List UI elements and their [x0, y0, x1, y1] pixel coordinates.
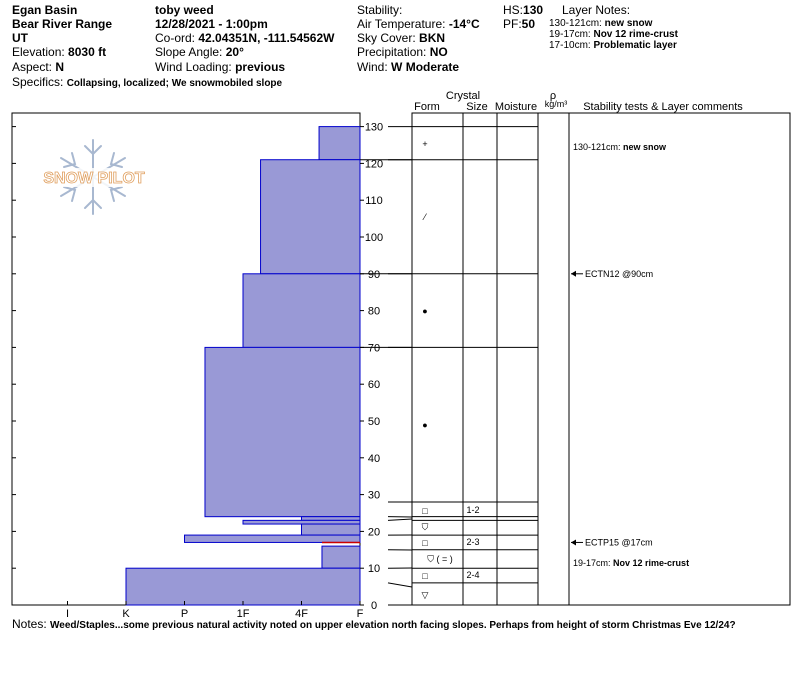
- crystal-header: Crystal: [445, 90, 481, 102]
- elevation-value: 8030 ft: [68, 45, 107, 59]
- notes-label: Notes:: [12, 617, 47, 631]
- height-tick-label: 130: [364, 121, 384, 134]
- comment-entry: [573, 558, 689, 568]
- aspect-value: N: [55, 60, 65, 74]
- height-tick-label: 80: [367, 305, 381, 318]
- crystal-form-symbol: ⛉: [421, 522, 429, 532]
- hardness-bar: [243, 520, 360, 524]
- crystal-form-symbol: ●: [422, 306, 428, 316]
- notes-field: [12, 617, 736, 632]
- layer-note-text: Problematic layer: [593, 40, 677, 51]
- coord-label: Co-ord:: [155, 31, 196, 45]
- specifics-value: Collapsing, localized; We snowmobiled slope: [66, 78, 283, 89]
- comment-entry: [573, 142, 667, 152]
- height-tick-label: 120: [364, 158, 384, 171]
- hardness-bar: [322, 546, 360, 568]
- layer-notes-title: Layer Notes:: [562, 3, 631, 17]
- crystal-form-symbol: □: [422, 571, 428, 581]
- layer-grid: [360, 127, 538, 605]
- height-tick-label: 0: [370, 600, 378, 612]
- range-name: Bear River Range: [12, 17, 113, 31]
- moisture-header: Moisture: [494, 101, 538, 113]
- hardness-bars: [126, 127, 360, 605]
- hardness-bar: [302, 524, 361, 535]
- specifics-label: Specifics:: [12, 75, 64, 89]
- hardness-bar: [261, 160, 360, 274]
- hardness-bar: [243, 274, 360, 348]
- comment-text: new snow: [623, 141, 667, 152]
- comment-range: 130-121cm:: [573, 141, 624, 152]
- elevation-label: Elevation:: [12, 45, 65, 59]
- height-tick-label: 90: [367, 268, 381, 281]
- comment-range: 19-17cm:: [573, 558, 614, 568]
- comment-text: Nov 12 rime-crust: [613, 558, 690, 568]
- stability-header: Stability tests & Layer comments: [583, 101, 743, 113]
- observer-name: toby weed: [155, 3, 214, 17]
- hardness-tick-label: 4F: [295, 608, 308, 620]
- crystal-size: 2-4: [466, 570, 480, 580]
- height-tick-label: 70: [367, 342, 381, 355]
- layer-connector: [388, 583, 412, 587]
- state-name: UT: [12, 31, 28, 45]
- height-tick-label: 50: [367, 416, 381, 428]
- pf-label: PF:: [503, 17, 522, 31]
- comment-arrow-head: [571, 539, 576, 545]
- layer-table-frame: [412, 113, 790, 605]
- sky-value: BKN: [419, 31, 446, 45]
- precip-label: Precipitation:: [357, 45, 427, 59]
- rho-header: ρ: [549, 90, 557, 102]
- hardness-bar: [185, 535, 361, 542]
- comment-text: ECTP15 @17cm: [585, 537, 653, 548]
- hardness-bar: [319, 127, 360, 160]
- layer-note-range: 130-121cm:: [549, 18, 602, 29]
- height-tick-label: 60: [367, 379, 381, 392]
- hardness-tick-label: F: [356, 608, 364, 620]
- snowpilot-logo-text: SNOW PILOT: [43, 170, 145, 187]
- hardness-bar: [205, 347, 360, 516]
- slope-value: 20°: [225, 45, 244, 59]
- layer-note-text: Nov 12 rime-crust: [593, 29, 678, 40]
- air-temp-value: -14°C: [448, 17, 480, 31]
- hs-label: HS:: [503, 3, 524, 17]
- height-tick-label: 110: [365, 195, 383, 208]
- comment-text: ECTN12 @90cm: [585, 268, 654, 279]
- stability-label: Stability:: [357, 3, 403, 17]
- wind-label: Wind:: [357, 60, 388, 74]
- hardness-bar: [302, 517, 361, 521]
- height-tick-label: 100: [364, 232, 384, 244]
- layer-note-range: 17-10cm:: [549, 40, 591, 51]
- layer-note-range: 19-17cm:: [549, 29, 591, 40]
- crystal-column: [422, 139, 480, 600]
- wind-value: W Moderate: [391, 60, 460, 74]
- snowpilot-logo: [36, 140, 152, 214]
- wind-loading-value: previous: [235, 60, 286, 74]
- hardness-tick-label: K: [122, 608, 130, 620]
- crystal-form-symbol: ⁄: [424, 212, 426, 222]
- hs-value: 130: [523, 3, 544, 17]
- location-name: Egan Basin: [12, 3, 78, 17]
- hardness-tick-label: I: [65, 608, 70, 620]
- height-tick-label: 40: [367, 452, 381, 465]
- comments-column: [571, 142, 689, 568]
- crystal-form-symbol: ⛉ ( = ): [427, 554, 453, 564]
- form-header: Form: [414, 101, 440, 113]
- notes-value: Weed/Staples...some previous natural activity noted on upper elevation north facing slopes. Perhaps from height of storm Christmas Eve 12/24?: [50, 620, 736, 631]
- layer-note-text: new snow: [604, 18, 653, 29]
- crystal-form-symbol: +: [422, 139, 428, 149]
- observation-datetime: 12/28/2021 - 1:00pm: [155, 17, 268, 31]
- hardness-tick-label: P: [180, 608, 189, 620]
- size-header: Size: [466, 101, 488, 113]
- hardness-bar: [126, 568, 360, 605]
- layer-connector: [388, 519, 412, 520]
- crystal-size: 1-2: [466, 505, 480, 515]
- air-temp-label: Air Temperature:: [357, 17, 446, 31]
- aspect-label: Aspect:: [12, 60, 53, 74]
- wind-loading-label: Wind Loading:: [155, 60, 232, 74]
- precip-value: NO: [429, 45, 448, 59]
- sky-label: Sky Cover:: [357, 31, 416, 45]
- crystal-form-symbol: ▽: [421, 590, 429, 600]
- crystal-form-symbol: □: [422, 506, 428, 516]
- pf-value: 50: [521, 17, 536, 31]
- crystal-size: 2-3: [466, 537, 480, 547]
- height-tick-label: 30: [367, 489, 381, 502]
- density-unit-header: kg/m³: [544, 99, 568, 109]
- hardness-tick-label: 1F: [236, 608, 250, 620]
- coord-value: 42.04351N, -111.54562W: [198, 31, 335, 45]
- slope-label: Slope Angle:: [155, 45, 223, 59]
- crystal-form-symbol: ●: [422, 420, 428, 430]
- height-tick-label: 10: [367, 563, 381, 576]
- comment-arrow-head: [571, 271, 576, 277]
- crystal-form-symbol: □: [422, 538, 428, 548]
- height-tick-label: 20: [367, 526, 381, 539]
